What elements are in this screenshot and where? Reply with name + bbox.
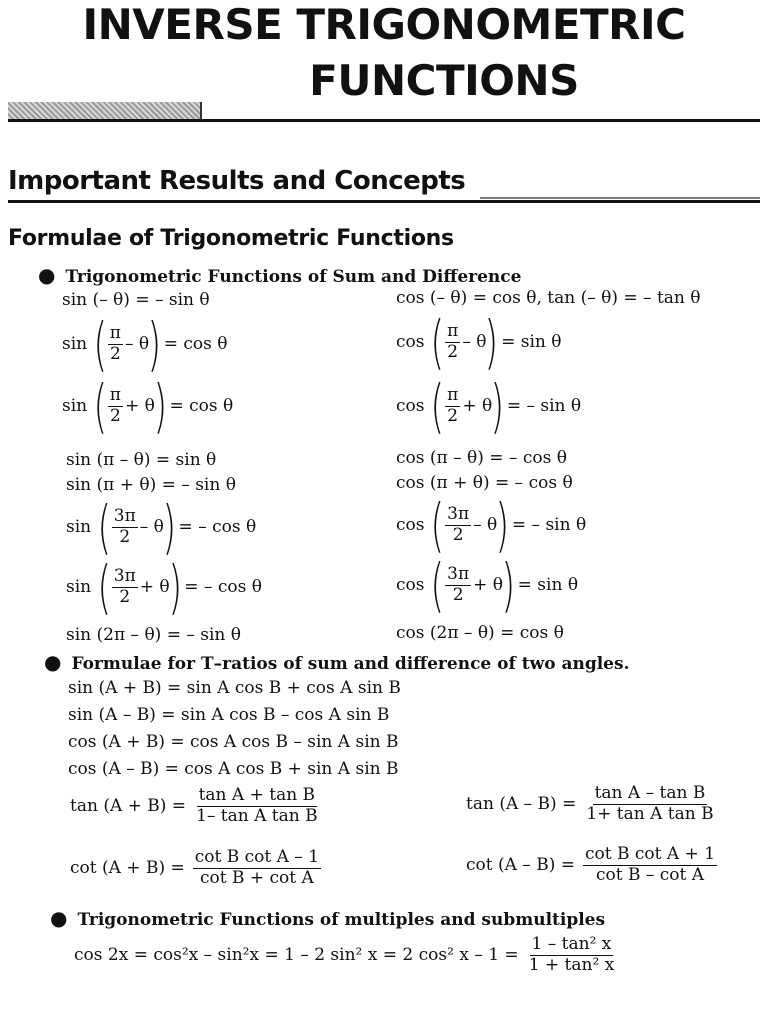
bullet-sum-difference-two-angles (44, 650, 630, 674)
numerator: cot B cot A – 1 (194, 847, 320, 867)
section-rule (8, 200, 760, 203)
formula-tan-a-plus-b (70, 786, 322, 826)
left-paren: ( (431, 308, 445, 376)
page-title-line2: FUNCTIONS (309, 56, 579, 105)
right-paren: ) (501, 551, 516, 619)
formula-sin-a-plus-b: sin (A + B) = sin A cos B + cos A sin B (68, 678, 401, 698)
left-paren: ( (431, 491, 445, 559)
bullet-label: Trigonometric Functions of multiples and submultiples (77, 910, 606, 930)
result: = – sin θ (511, 515, 587, 535)
left-paren: ( (431, 372, 445, 440)
term: + θ (462, 396, 493, 416)
numerator: tan A + tan B (198, 785, 316, 805)
result: = cos θ (169, 396, 234, 416)
fraction (445, 505, 471, 545)
formula-sin-2pi-minus: sin (2π – θ) = – sin θ (66, 625, 242, 645)
denominator: cot B + cot A (199, 867, 314, 888)
fraction (194, 786, 320, 826)
title-rule (8, 119, 760, 122)
formula-sin-neg: sin (– θ) = – sin θ (62, 290, 210, 310)
fn-label: sin (62, 396, 88, 416)
right-paren: ) (147, 310, 162, 378)
bullet-multiples-submultiples (50, 906, 605, 930)
formula-sin-pi-plus: sin (π + θ) = – sin θ (66, 475, 236, 495)
term: + θ (139, 577, 170, 597)
formula-cos-3pi2-plus (396, 551, 579, 619)
fraction (445, 565, 471, 605)
numerator: 1 – tan² x (531, 934, 612, 954)
right-paren: ) (153, 372, 167, 440)
bullet-dot-icon: ● (50, 906, 68, 930)
denominator: 2 (109, 405, 121, 426)
term: + θ (473, 575, 504, 595)
denominator: 1 + tan² x (528, 954, 615, 975)
fn-label: cos (396, 396, 425, 416)
formula-sin-a-minus-b: sin (A – B) = sin A cos B – cos A sin B (68, 705, 390, 725)
fn-label: cos (396, 575, 425, 595)
result: = sin θ (501, 332, 562, 352)
formula-sin-3pi2-plus (66, 553, 262, 621)
right-paren: ) (168, 553, 182, 621)
fn-label: sin (62, 334, 88, 354)
bullet-sum-difference (38, 263, 521, 287)
result: = – cos θ (184, 577, 262, 597)
numerator: π (447, 384, 459, 405)
formula-cos-a-minus-b: cos (A – B) = cos A cos B + sin A sin B (68, 759, 399, 779)
numerator: 3π (447, 563, 470, 584)
formula-cos-3pi2-minus (396, 491, 587, 559)
left-paren: ( (431, 551, 445, 619)
result: = – sin θ (506, 396, 582, 416)
section-title: Important Results and Concepts (8, 166, 466, 196)
formula-sin-pi-minus: sin (π – θ) = sin θ (66, 450, 217, 470)
fraction (108, 386, 123, 426)
section-rule-secondary (480, 197, 760, 199)
formula-cos-a-plus-b: cos (A + B) = cos A cos B – sin A sin B (68, 732, 399, 752)
numerator: 3π (113, 565, 136, 586)
term: – θ (462, 332, 487, 352)
formula-cos-pi-plus: cos (π + θ) = – cos θ (396, 473, 573, 493)
right-paren: ) (490, 372, 505, 440)
term: – θ (139, 517, 164, 537)
formula-cos-2x (74, 935, 618, 975)
lhs: tan (A – B) = (466, 794, 577, 815)
lhs: cot (A + B) = (70, 858, 185, 879)
result: = cos θ (163, 334, 228, 354)
subsection-title: Formulae of Trigonometric Functions (8, 226, 454, 251)
formula-cos-2pi-minus: cos (2π – θ) = cos θ (396, 623, 564, 643)
left-paren: ( (97, 493, 112, 561)
denominator: 2 (452, 584, 464, 605)
left-paren: ( (97, 553, 112, 621)
formula-cos-pi-minus: cos (π – θ) = – cos θ (396, 448, 567, 468)
denominator: 2 (119, 526, 131, 547)
numerator: 3π (113, 505, 136, 526)
formula-cos-pi2-plus (396, 372, 582, 440)
formula-sin-pi2-minus (62, 310, 228, 378)
term: – θ (124, 334, 150, 354)
bullet-dot-icon: ● (38, 263, 56, 287)
fraction (112, 567, 138, 607)
formula-cos-tan-neg: cos (– θ) = cos θ, tan (– θ) = – tan θ (396, 288, 701, 308)
denominator: cot B – cot A (595, 864, 705, 885)
lhs: tan (A + B) = (70, 796, 187, 817)
lhs: cot (A – B) = (466, 855, 575, 876)
denominator: 2 (119, 586, 131, 607)
formula-cot-a-minus-b (466, 845, 719, 885)
fraction (527, 935, 617, 975)
bullet-label: Formulae for T–ratios of sum and difference of two angles. (71, 654, 630, 674)
bullet-dot-icon: ● (44, 650, 62, 674)
fraction (584, 784, 715, 824)
numerator: 3π (447, 503, 470, 524)
fraction (112, 507, 138, 547)
numerator: π (447, 320, 459, 341)
left-paren: ( (93, 372, 108, 440)
result: = – cos θ (178, 517, 257, 537)
fraction (583, 845, 717, 885)
formula-cos-pi2-minus (396, 308, 562, 376)
numerator: π (109, 322, 121, 343)
formula-sin-pi2-plus (62, 372, 234, 440)
result: = sin θ (517, 575, 579, 595)
right-paren: ) (484, 308, 499, 376)
denominator: 1+ tan A tan B (586, 803, 714, 824)
numerator: tan A – tan B (594, 783, 706, 803)
denominator: 1– tan A tan B (196, 805, 318, 826)
formula-cot-a-plus-b (70, 848, 323, 888)
right-paren: ) (495, 491, 510, 559)
fraction (108, 324, 123, 364)
fn-label: sin (66, 517, 92, 537)
page-title-line1: INVERSE TRIGONOMETRIC (82, 0, 686, 49)
denominator: 2 (447, 341, 459, 362)
fn-label: cos (396, 332, 425, 352)
numerator: π (109, 384, 121, 405)
term: + θ (124, 396, 155, 416)
right-paren: ) (162, 493, 177, 561)
denominator: 2 (109, 343, 121, 364)
fraction (445, 386, 460, 426)
fraction (193, 848, 321, 888)
formula-sin-3pi2-minus (66, 493, 257, 561)
fn-label: sin (66, 577, 92, 597)
fn-label: cos (396, 515, 425, 535)
numerator: cot B cot A + 1 (584, 844, 716, 864)
left-paren: ( (93, 310, 108, 378)
fraction (445, 322, 460, 362)
term: – θ (473, 515, 498, 535)
denominator: 2 (452, 524, 464, 545)
formula-tan-a-minus-b (466, 784, 718, 824)
bullet-label: Trigonometric Functions of Sum and Difference (65, 267, 522, 287)
lhs: cos 2x = cos²x – sin²x = 1 – 2 sin² x = 2 cos² x – 1 = (74, 945, 519, 966)
denominator: 2 (447, 405, 459, 426)
